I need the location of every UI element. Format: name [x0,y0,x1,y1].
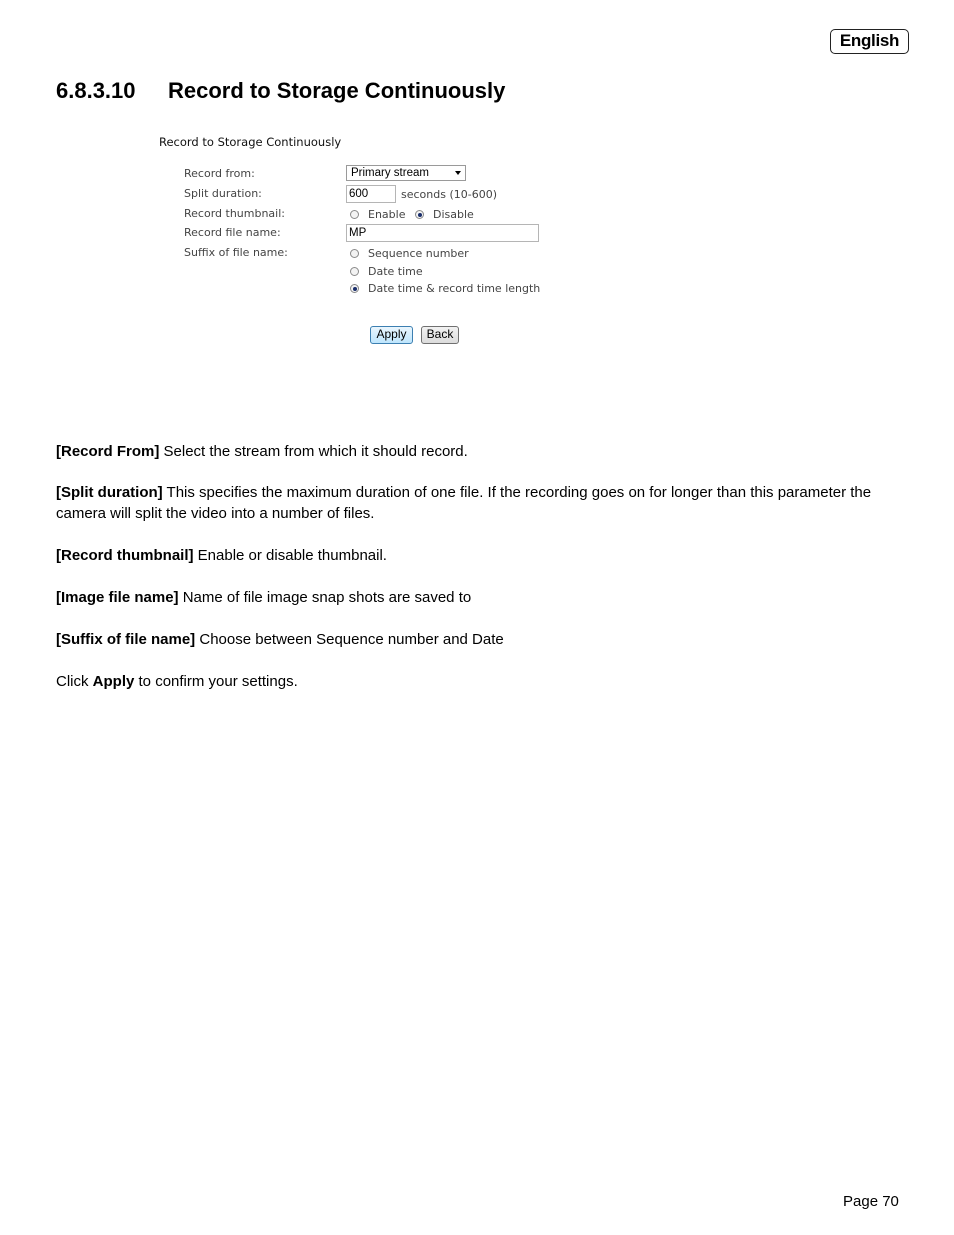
language-badge: English [830,29,909,54]
thumbnail-enable-radio[interactable] [350,210,359,219]
term: [Record thumbnail] [56,547,194,564]
thumbnail-disable-radio[interactable] [415,210,424,219]
split-duration-hint: seconds (10-600) [401,188,498,201]
suffix-datetime-length-label: Date time & record time length [368,282,541,295]
section-heading [56,78,505,104]
definition: Choose between Sequence number and Date [195,631,504,648]
apply-button[interactable]: Apply [370,326,413,344]
definition: Select the stream from which it should record. [159,443,468,460]
record-file-name-input[interactable]: MP [346,224,539,242]
term: [Record From] [56,443,160,460]
description-suffix [56,629,902,650]
term: [Suffix of file name] [56,631,196,648]
section-title: Record to Storage Continuously [168,78,506,103]
record-file-name-label: Record file name: [184,226,281,239]
record-thumbnail-label: Record thumbnail: [184,207,285,220]
definition: This specifies the maximum duration of one file. If the recording goes on for longer than this parameter the camera will split the video into a number of files. [56,484,872,522]
suffix-sequence-label: Sequence number [368,247,469,260]
closing-suffix: to confirm your settings. [134,673,298,690]
description-record-from [56,441,902,462]
split-duration-label: Split duration: [184,187,262,200]
closing-prefix: Click [56,673,93,690]
form-title: Record to Storage Continuously [159,135,342,149]
record-from-select[interactable] [346,165,466,181]
definition: Enable or disable thumbnail. [193,547,387,564]
suffix-datetime-radio[interactable] [350,267,359,276]
description-image-file-name [56,587,902,608]
section-number: 6.8.3.10 [56,78,136,103]
term: [Split duration] [56,484,163,501]
suffix-datetime-label: Date time [368,265,423,278]
term: [Image file name] [56,589,179,606]
suffix-sequence-radio[interactable] [350,249,359,258]
record-from-value: Primary stream [351,167,429,179]
thumbnail-enable-label: Enable [368,208,406,221]
chevron-down-icon [455,171,461,175]
closing-bold: Apply [92,673,135,690]
description-split-duration [56,482,902,524]
definition: Name of file image snap shots are saved to [178,589,472,606]
suffix-datetime-length-radio[interactable] [350,284,359,293]
thumbnail-disable-label: Disable [433,208,474,221]
description-record-thumbnail [56,545,902,566]
closing-instruction [56,671,902,692]
page-number: Page 70 [843,1193,899,1210]
suffix-label: Suffix of file name: [184,246,288,259]
split-duration-input[interactable]: 600 [346,185,396,203]
back-button[interactable]: Back [421,326,459,344]
record-from-label: Record from: [184,167,255,180]
